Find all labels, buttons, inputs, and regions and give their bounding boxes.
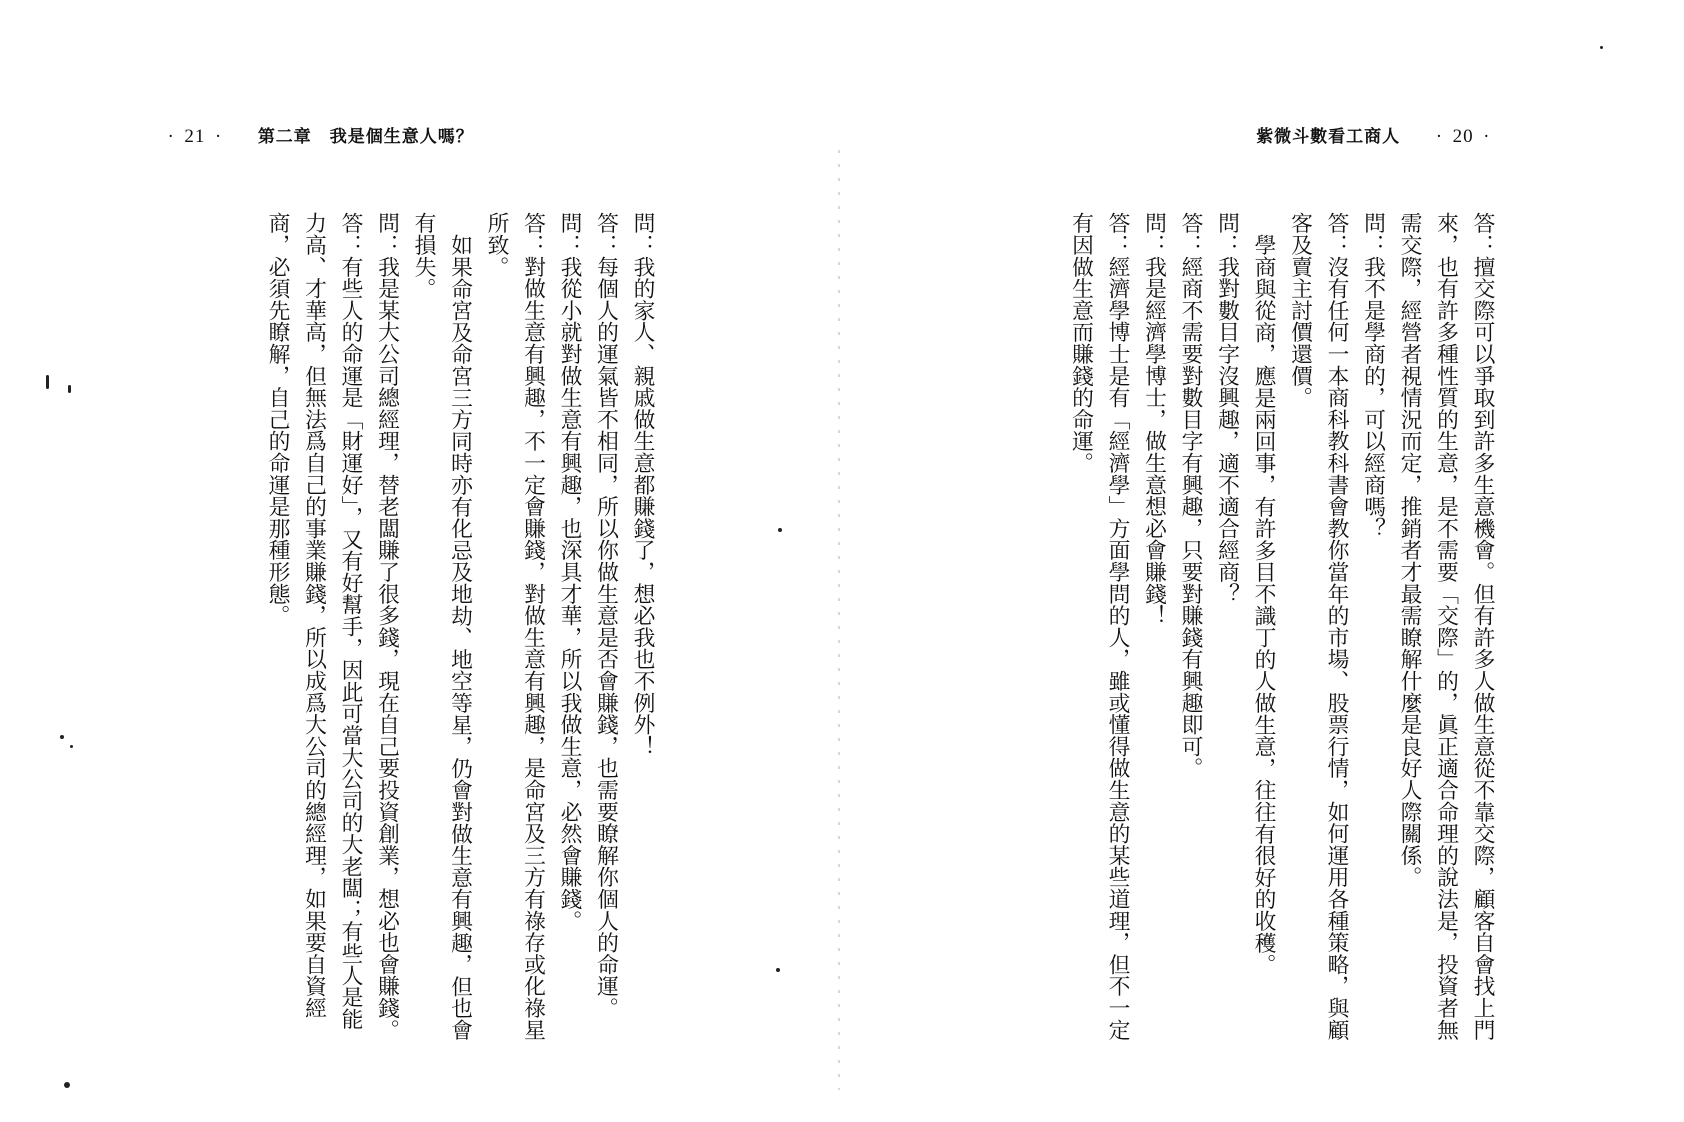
right-page-header bbox=[1256, 122, 1500, 148]
paragraph: 答：擅交際可以爭取到許多生意機會。但有許多人做生意從不靠交際，顧客自會找上門來，也有許多種性質的生意，是不需要「交際」的，眞正適合命理的說法是，投資者無需交際，經營者視情況而定，推銷者才最需瞭解什麼是良好人際關係。 bbox=[1397, 212, 1495, 1041]
header-dot: · bbox=[168, 127, 175, 147]
scan-speck bbox=[778, 528, 782, 532]
paragraph: 問：我是經濟學博士，做生意想必會賺錢！ bbox=[1141, 212, 1167, 627]
left-page-header bbox=[158, 122, 474, 148]
header-dot: · bbox=[215, 127, 222, 147]
book-title: 紫微斗數看工商人 bbox=[1256, 127, 1401, 147]
page-gutter bbox=[838, 150, 840, 1090]
header-dot: · bbox=[1436, 127, 1443, 147]
scan-speck bbox=[70, 745, 73, 748]
paragraph: 問：我從小就對做生意有興趣，也深具才華，所以我做生意，必然會賺錢。 bbox=[557, 212, 582, 932]
right-page-number: 20 bbox=[1452, 126, 1474, 147]
paragraph: 答：經商不需要對數目字有興趣，只要對賺錢有興趣即可。 bbox=[1178, 212, 1203, 779]
paragraph: 問：我的家人、親戚做生意都賺錢了，想必我也不例外！ bbox=[630, 212, 655, 757]
scan-speck bbox=[776, 968, 780, 972]
paragraph: 答：沒有任何一本商科教科書會教你當年的市場、股票行情，如何運用各種策略，與顧客及賣主討價還價。 bbox=[1287, 212, 1349, 1041]
header-dot: · bbox=[1483, 127, 1490, 147]
scan-speck bbox=[46, 375, 49, 389]
scan-speck bbox=[1600, 46, 1603, 49]
paragraph: 如果命宮及命宮三方同時亦有化忌及地劫、地空等星，仍會對做生意有興趣，但也會有損失。 bbox=[411, 212, 473, 1041]
paragraph: 問：我對數目字沒興趣，適不適合經商？ bbox=[1214, 212, 1240, 605]
right-page bbox=[842, 0, 1684, 1122]
paragraph: 問：我不是學商的，可以經商嗎？ bbox=[1360, 212, 1386, 539]
paragraph: 問：我是某大公司總經理，替老闆賺了很多錢，現在自己要投資創業，想必也會賺錢。 bbox=[374, 212, 400, 1041]
paragraph: 答：每個人的運氣皆不相同，所以你做生意是否會賺錢，也需要瞭解你個人的命運。 bbox=[593, 212, 619, 1019]
right-page-body bbox=[1062, 212, 1500, 1042]
paragraph: 答：對做生意有興趣，不一定會賺錢，對做生意有興趣，是命宮及三方有祿存或化祿星所致。 bbox=[484, 212, 546, 1041]
chapter-title: 第二章 我是個生意人嗎？ bbox=[257, 127, 474, 147]
left-page-body bbox=[259, 212, 661, 1042]
scan-speck bbox=[64, 1082, 70, 1088]
scan-speck bbox=[60, 735, 64, 739]
left-page-number: 21 bbox=[184, 126, 206, 147]
paragraph: 學商與從商，應是兩回事，有許多目不識丁的人做生意，往往有很好的收穫。 bbox=[1251, 233, 1276, 975]
paragraph: 答：經濟學博士是有「經濟學」方面學問的人，雖或懂得做生意的某些道理，但不一定有因做生意而賺錢的命運。 bbox=[1068, 212, 1130, 1041]
scan-speck bbox=[68, 385, 71, 393]
paragraph: 答：有些人的命運是「財運好」，又有好幫手，因此可當大公司的大老闆；有些人是能力高、才華高，但無法爲自己的事業賺錢，所以成爲大公司的總經理，如果要自資經商，必須先瞭解，自己的命運是那種形態。 bbox=[265, 212, 363, 1030]
